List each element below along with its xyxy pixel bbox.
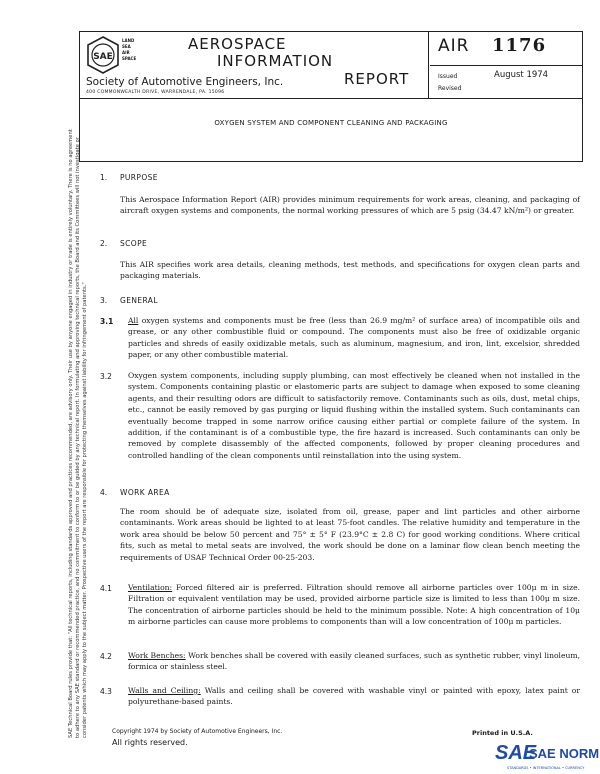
section-number: 4.	[100, 488, 108, 497]
doc-code: AIR	[438, 36, 470, 56]
subsection-text-3-1	[128, 315, 580, 361]
section-heading-scope: SCOPE	[120, 239, 148, 248]
revised-label: Revised	[438, 85, 462, 92]
society-address: 400 COMMONWEALTH DRIVE, WARRENDALE, PA. 15096	[86, 90, 225, 95]
section-heading-work-area: WORK AREA	[120, 488, 170, 497]
subsection-number: 4.3	[100, 687, 112, 696]
section-heading-purpose: PURPOSE	[120, 173, 158, 182]
issued-label: Issued	[438, 73, 458, 80]
subsection-number: 4.2	[100, 652, 112, 661]
subsection-lead: Ventilation:	[128, 583, 173, 592]
subsection-text-4-3	[128, 685, 580, 708]
sae-norm-logo-icon: SAE	[495, 742, 537, 764]
subsection-number: 3.2	[100, 372, 112, 381]
issued-value: August 1974	[494, 70, 549, 80]
subsection-text-3-2: Oxygen system components, including supply plumbing, can most effectively be cleaned when not installed in the system. Components containing plastic or elastomeric parts are subject to damage when exposed to some cleaning agents, and their resulting odors are difficult to satisfactorily remove. Contaminants such as oils, dust, metal chips, etc., cannot be easily removed by gas purging or liquid flushing within the installed system. Such contaminants can eventually become trapped in some narrow orifice causing either partial or complete failure of the system. In addition, if the contaminant is of a combustible type, the fire hazard is increased. Such contaminants can only be removed by complete disassembly of the affected components, followed by proper cleaning procedures and controlled handling of the clean components until reinstallation into the using system.	[128, 371, 580, 460]
subsection-lead: All	[128, 316, 139, 325]
title-line-aerospace: AEROSPACE	[188, 35, 287, 53]
subsection-text-4-1	[128, 582, 580, 628]
title-line-information: INFORMATION	[217, 52, 334, 70]
section-text-scope: This AIR specifies work area details, cleaning methods, test methods, and specifications for oxygen clean parts and packaging materials.	[120, 260, 580, 281]
subsection-lead: Walls and Ceiling:	[128, 686, 201, 695]
subsection-number: 4.1	[100, 584, 112, 593]
logo-subline: AIR	[122, 50, 130, 55]
subsection-body: oxygen systems and components must be free (less than 26.9 mg/m² of surface area) of incompatible oils and grease, or any other combustible fluid or compound. The components must also be free of oxidizable organic particles and shreds of easily oxidizable metals, such as aluminum, magnesium, and iron, lint, excelsior, shredded paper, or any other combustible material.	[128, 316, 580, 360]
sae-norm-watermark	[495, 742, 600, 772]
printed-in: Printed in U.S.A.	[472, 729, 533, 737]
section-text-purpose: This Aerospace Information Report (AIR) provides minimum requirements for work areas, cleaning, and packaging of aircraft oxygen systems and components, the normal working pressures of which are 5 psig (34.47 kN/m²) or greater.	[120, 195, 580, 216]
subsection-text-4-2	[128, 650, 580, 673]
document-title: OXYGEN SYSTEM AND COMPONENT CLEANING AND PACKAGING	[214, 119, 448, 127]
logo-text: SAE	[93, 52, 113, 62]
subsection-body: Walls and ceiling shall be covered with washable vinyl or painted with epoxy, latex paint or polyurethane-based paints.	[128, 686, 580, 707]
sae-norm-tagline: STANDARDS • INTERNATIONAL • CURRENCY	[507, 766, 585, 770]
section-heading-general: GENERAL	[120, 296, 158, 305]
subsection-number: 3.1	[100, 317, 114, 326]
subsection-lead: Work Benches:	[128, 651, 186, 660]
logo-subline: SPACE	[122, 56, 137, 61]
side-disclaimer: SAE Technical Board rules provide that: "All technical reports, including standards approved and practices recommended, are advisory only. Their use by anyone engaged in industry or trade is entirely voluntary. There is no agreement to adhere to any SAE standard or recommended practice, and no commitment to conform to or be guided by any technical report. In formulating and approving technical reports, the Board and its Committees will not investigate or consider patents which may apply to the subject matter. Prospective users of the report are responsible for protecting themselves against liability for infringement of patents."	[68, 129, 88, 738]
section-number: 3.	[100, 296, 108, 305]
logo-subline: LAND	[122, 38, 135, 43]
subsection-body: Forced filtered air is preferred. Filtration should remove all airborne particles over 100μ m in size. Filtration or equivalent ventilation may be used, provided airborne particle size is limited to less than 100μ m size. The concentration of airborne particles should be held to the minimum possible. Note: A high concentration of 10μ m airborne particles can cause more problems to components than will a low concentration of 100μ m particles.	[128, 583, 580, 627]
rights-line: All rights reserved.	[112, 738, 188, 747]
section-number: 1.	[100, 173, 108, 182]
sae-norm-name: SAE NORM	[529, 746, 600, 761]
subsection-body: Work benches shall be covered with easily cleaned surfaces, such as synthetic rubber, vinyl linoleum, formica or stainless steel.	[128, 651, 580, 672]
logo-subline: SEA	[122, 44, 131, 49]
society-name: Society of Automotive Engineers, Inc.	[86, 76, 284, 88]
section-number: 2.	[100, 239, 108, 248]
section-text-work-area: The room should be of adequate size, isolated from oil, grease, paper and lint particles and other airborne contaminants. Work areas should be lighted to at least 75-foot candles. The relative humidity and temperature in the work area should be below 50 percent and 75° ± 5° F (23.9°C ± 2.8 C) for good working conditions. Where critical fits, such as metal to metal seats are involved, the work should be done on a laminar flow clean bench meeting the requirements of USAF Technical Order 00-25-203.	[120, 507, 580, 562]
copyright-line: Copyright 1974 by Society of Automotive Engineers, Inc.	[112, 728, 283, 735]
title-line-report: REPORT	[344, 70, 410, 88]
doc-number: 1176	[492, 35, 547, 56]
